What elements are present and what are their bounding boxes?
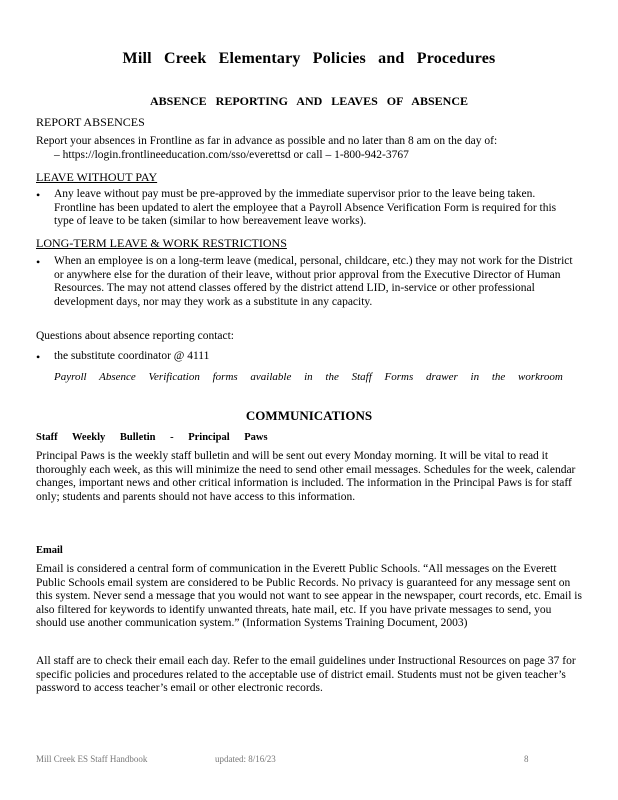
communications-title: COMMUNICATIONS — [245, 408, 373, 423]
long-term-text: When an employee is on a long-term leave (medical, personal, childcare, etc.) they may not work for the District or anywhere else for the duration of their leave, without prior approval from the Executive Director of Human Resources. The may not attend classes offered by the district attend LID, in-service or other professional development days, nor may they work as a substitute in any capacity. — [54, 255, 573, 308]
report-absences-heading: REPORT ABSENCES — [36, 115, 145, 129]
document-title: Mill Creek Elementary Policies and Procedures — [122, 50, 496, 67]
section-subtitle: ABSENCE REPORTING AND LEAVES OF ABSENCE — [150, 94, 468, 108]
long-term-heading: LONG-TERM LEAVE & WORK RESTRICTIONS — [36, 236, 287, 250]
email-heading: Email — [36, 545, 63, 556]
footer-updated: updated: 8/16/23 — [215, 754, 276, 764]
leave-without-pay-text: Any leave without pay must be pre-approved by the immediate supervisor prior to the leave being taken. Frontline has been updated to alert the employee that a Payroll Absence Verification Form is required for this type of leave to be taken (similar to how bereavement leave works). — [54, 188, 557, 227]
paws-heading: Staff Weekly Bulletin - Principal Paws — [36, 432, 268, 443]
paws-text: Principal Paws is the weekly staff bulletin and will be sent out every Monday morning. It will be vital to read it thoroughly each week, as this will minimize the need to send other email messages. Schedules for the week, calendar changes, important news and other critical information is included. The information in the Principal Paws is for staff only; students and parents should not have access to this information. — [36, 450, 576, 503]
questions-text: Questions about absence reporting contact: — [36, 330, 234, 342]
report-absences-line1: Report your absences in Frontline as far in advance as possible and no later than 8 am on the day of: — [36, 135, 498, 147]
leave-without-pay-heading: LEAVE WITHOUT PAY — [36, 170, 158, 184]
email-text: Email is considered a central form of communication in the Everett Public Schools. “All messages on the Everett Public Schools email system are considered to be Public Records. No privacy is guaranteed for any message sent on this system. Never send a message that you would not want to see appear in the newspaper, court records, etc. Email is also filtered for keywords to identify unwanted threats, hate mail, etc. If you have private messages to send, you should use another communication system.” (Information Systems Training Document, 2003) — [36, 563, 582, 629]
footer-page-number: 8 — [524, 754, 529, 764]
email-text-2: All staff are to check their email each day. Refer to the email guidelines under Instructional Resources on page 37 for specific policies and procedures related to the acceptable use of district email. Students must not be given teacher’s password to access teacher’s email or other electronic records. — [36, 655, 576, 694]
forms-note: Payroll Absence Verification forms available in the Staff Forms drawer in the workroom — [54, 371, 563, 383]
report-absences-line2: – https://login.frontlineeducation.com/sso/everettsd or call – 1-800-942-3767 — [54, 149, 409, 161]
contact-text: the substitute coordinator @ 4111 — [54, 350, 210, 362]
bullet-icon: • — [36, 350, 41, 364]
bullet-icon: • — [36, 188, 41, 202]
footer-handbook: Mill Creek ES Staff Handbook — [36, 754, 148, 764]
bullet-icon: • — [36, 255, 41, 269]
